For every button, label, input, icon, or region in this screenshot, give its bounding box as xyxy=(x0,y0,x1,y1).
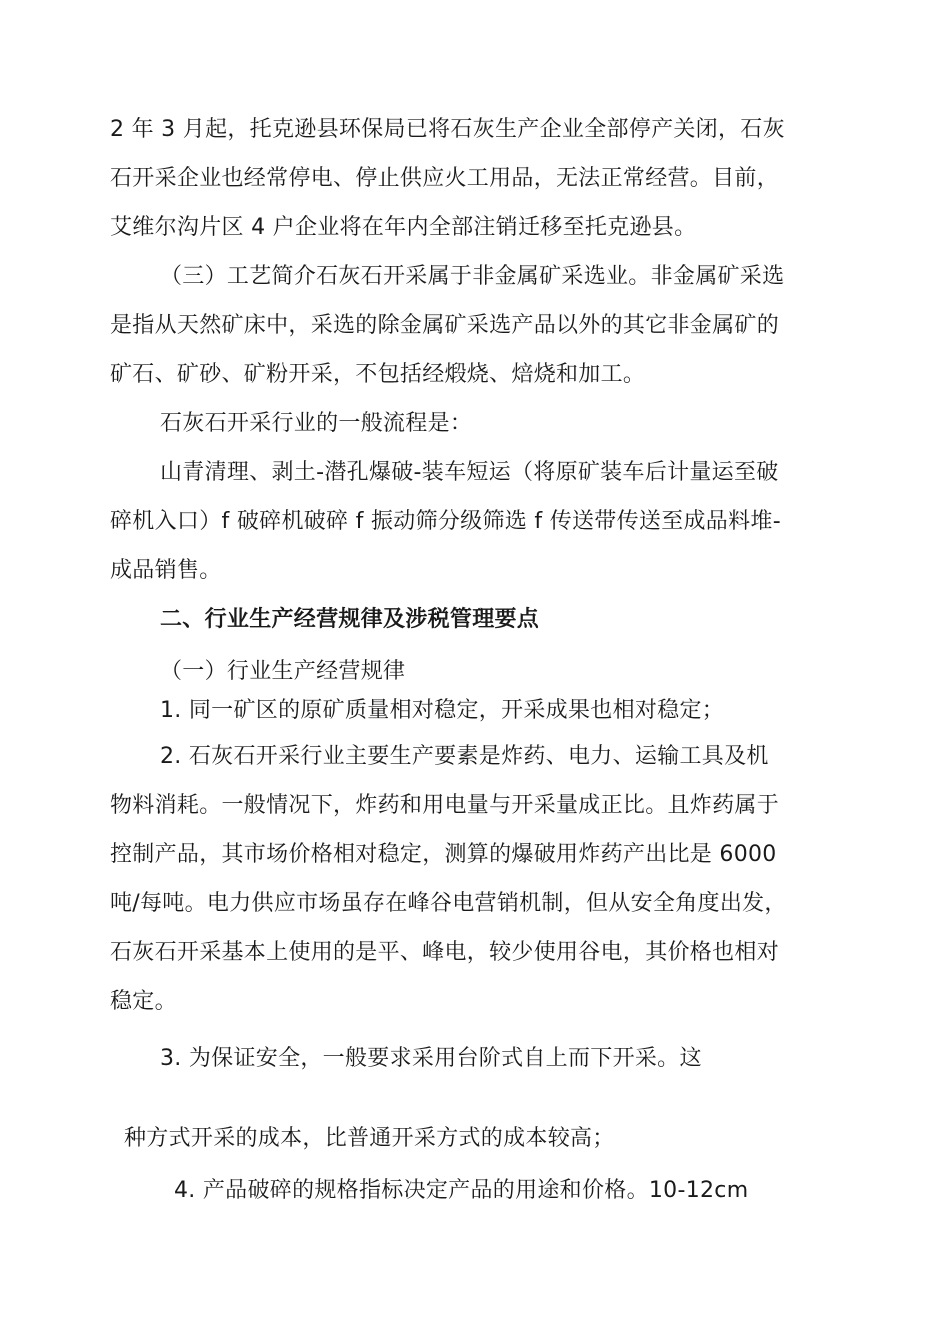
paragraph-line: 是指从天然矿床中，采选的除金属矿采选产品以外的其它非金属矿的 xyxy=(110,313,780,338)
list-item: 1. 同一矿区的原矿质量相对稳定，开采成果也相对稳定； xyxy=(160,698,725,723)
list-item: 2. 石灰石开采行业主要生产要素是炸药、电力、运输工具及机 xyxy=(160,744,769,769)
paragraph-line: 吨/每吨。电力供应市场虽存在峰谷电营销机制，但从安全角度出发， xyxy=(110,891,787,916)
subsection-heading: （一）行业生产经营规律 xyxy=(160,659,406,684)
paragraph-line: 矿石、矿砂、矿粉开采，不包括经煅烧、焙烧和加工。 xyxy=(110,362,646,387)
paragraph-line: 山青清理、剥土-潜孔爆破-装车短运（将原矿装车后计量运至破 xyxy=(160,460,779,485)
paragraph-line: 物料消耗。一般情况下，炸药和用电量与开采量成正比。且炸药属于 xyxy=(110,793,780,818)
list-item: 4. 产品破碎的规格指标决定产品的用途和价格。10-12cm xyxy=(174,1178,749,1203)
section-heading: 二、行业生产经营规律及涉税管理要点 xyxy=(160,607,540,632)
paragraph-line: 石开采企业也经常停电、停止供应火工用品，无法正常经营。目前， xyxy=(110,166,780,191)
paragraph-line: 石灰石开采行业的一般流程是： xyxy=(160,411,473,436)
paragraph-line: 控制产品，其市场价格相对稳定，测算的爆破用炸药产出比是 6000 xyxy=(110,842,777,867)
paragraph-line: 成品销售。 xyxy=(110,558,222,583)
paragraph-line: 2 年 3 月起，托克逊县环保局已将石灰生产企业全部停产关闭，石灰 xyxy=(110,117,785,142)
paragraph-line: （三）工艺简介石灰石开采属于非金属矿采选业。非金属矿采选 xyxy=(160,264,785,289)
paragraph-line: 碎机入口）f 破碎机破碎 f 振动筛分级筛选 f 传送带传送至成品料堆- xyxy=(110,509,781,534)
paragraph-line: 石灰石开采基本上使用的是平、峰电，较少使用谷电，其价格也相对 xyxy=(110,940,780,965)
paragraph-line: 稳定。 xyxy=(110,989,177,1014)
paragraph-line: 种方式开采的成本，比普通开采方式的成本较高； xyxy=(124,1126,615,1151)
paragraph-line: 艾维尔沟片区 4 户企业将在年内全部注销迁移至托克逊县。 xyxy=(110,215,697,240)
list-item: 3. 为保证安全，一般要求采用台阶式自上而下开采。这 xyxy=(160,1046,702,1071)
